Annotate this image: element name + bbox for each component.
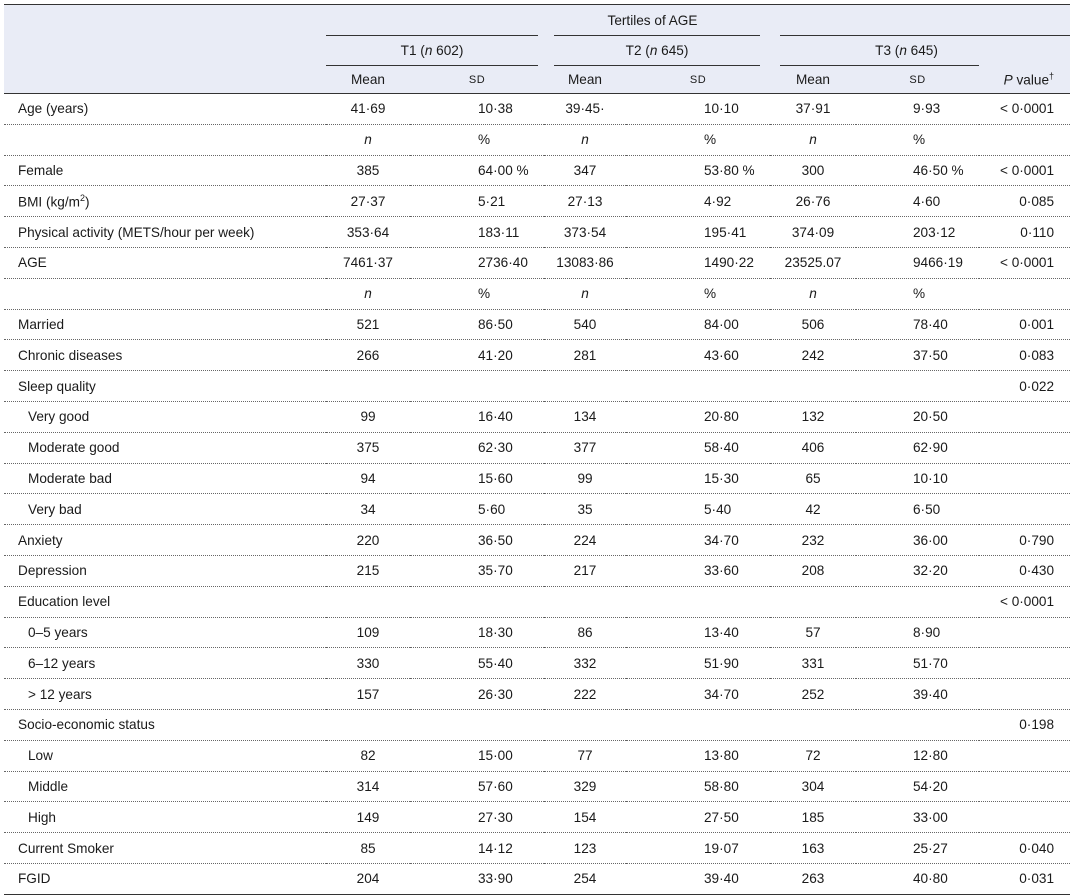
cell-value: 281	[544, 340, 626, 371]
p-value: 0·001	[979, 309, 1070, 340]
cell-spread: %	[856, 124, 979, 155]
p-value	[979, 648, 1070, 679]
cell-spread: 53·80 %	[626, 155, 770, 186]
header-row-stats	[4, 66, 1070, 94]
row-label: 6–12 years	[4, 648, 326, 679]
p-value	[979, 617, 1070, 648]
group-title-cell	[326, 5, 1070, 36]
cell-value: 232	[770, 525, 856, 556]
units-row	[4, 278, 1070, 309]
p-value	[979, 802, 1070, 833]
t3-mean-header: Mean	[770, 66, 856, 94]
cell-value: 406	[770, 432, 856, 463]
cell-spread: 51·70	[856, 648, 979, 679]
table-row	[4, 401, 1070, 432]
cell-value: n	[544, 278, 626, 309]
cell-spread: 10·10	[626, 94, 770, 125]
cell-spread: 4·92	[626, 186, 770, 217]
p-value: < 0·0001	[979, 155, 1070, 186]
p-value: 0·083	[979, 340, 1070, 371]
cell-value: 109	[326, 617, 410, 648]
cell-value: n	[326, 124, 410, 155]
table-row	[4, 555, 1070, 586]
row-label	[4, 278, 326, 309]
cell-value: 27·13	[544, 186, 626, 217]
row-label: Married	[4, 309, 326, 340]
cell-spread: 41·20	[410, 340, 544, 371]
p-value	[979, 401, 1070, 432]
header-empty-cell	[4, 5, 326, 36]
cell-value: 332	[544, 648, 626, 679]
cell-spread: 51·90	[626, 648, 770, 679]
header-row-tertiles	[4, 36, 1070, 67]
cell-spread: 25·27	[856, 833, 979, 864]
table-row	[4, 617, 1070, 648]
header-row-group	[4, 5, 1070, 36]
p-value	[979, 463, 1070, 494]
cell-value: 377	[544, 432, 626, 463]
row-label: FGID	[4, 863, 326, 894]
cell-value: 34	[326, 494, 410, 525]
table-wrapper	[4, 4, 1070, 895]
cell-value	[544, 371, 626, 402]
table-row	[4, 309, 1070, 340]
t2-sd-header: SD	[626, 66, 770, 94]
cell-value: 506	[770, 309, 856, 340]
data-table	[4, 4, 1070, 895]
cell-spread: 20·50	[856, 401, 979, 432]
p-value	[979, 679, 1070, 710]
cell-spread: 55·40	[410, 648, 544, 679]
cell-value	[326, 709, 410, 740]
cell-value: 373·54	[544, 217, 626, 248]
cell-value: 72	[770, 740, 856, 771]
p-value: 0·040	[979, 833, 1070, 864]
cell-value: n	[770, 124, 856, 155]
cell-spread: 57·60	[410, 771, 544, 802]
units-row	[4, 124, 1070, 155]
table-body	[4, 94, 1070, 895]
cell-spread: 16·40	[410, 401, 544, 432]
header-empty-cell	[4, 66, 326, 94]
t1-sd-header: SD	[410, 66, 544, 94]
cell-value: 77	[544, 740, 626, 771]
cell-spread: 6·50	[856, 494, 979, 525]
tertile-3-header	[770, 36, 979, 67]
cell-spread	[626, 586, 770, 617]
row-label: Socio-economic status	[4, 709, 326, 740]
cell-value: 154	[544, 802, 626, 833]
cell-spread	[410, 586, 544, 617]
cell-spread: 34·70	[626, 679, 770, 710]
row-label: Physical activity (METS/hour per week)	[4, 217, 326, 248]
cell-value: 27·37	[326, 186, 410, 217]
cell-spread: 33·00	[856, 802, 979, 833]
cell-value: 82	[326, 740, 410, 771]
cell-spread: 2736·40	[410, 247, 544, 278]
cell-spread: 84·00	[626, 309, 770, 340]
row-label: 0–5 years	[4, 617, 326, 648]
cell-value: 132	[770, 401, 856, 432]
cell-value: 217	[544, 555, 626, 586]
cell-value: 304	[770, 771, 856, 802]
p-value: 0·430	[979, 555, 1070, 586]
cell-value: 375	[326, 432, 410, 463]
p-value: < 0·0001	[979, 94, 1070, 125]
table-row	[4, 709, 1070, 740]
cell-value: 242	[770, 340, 856, 371]
row-label: Education level	[4, 586, 326, 617]
t3-sd-header: SD	[856, 66, 979, 94]
cell-spread: 12·80	[856, 740, 979, 771]
cell-value: 215	[326, 555, 410, 586]
p-value: 0·790	[979, 525, 1070, 556]
cell-spread: 14·12	[410, 833, 544, 864]
cell-value: 329	[544, 771, 626, 802]
row-label: Very bad	[4, 494, 326, 525]
p-value: < 0·0001	[979, 247, 1070, 278]
cell-spread	[856, 709, 979, 740]
p-value: 0·198	[979, 709, 1070, 740]
cell-value: 263	[770, 863, 856, 894]
t2-mean-header: Mean	[544, 66, 626, 94]
cell-spread	[410, 371, 544, 402]
row-label	[4, 124, 326, 155]
cell-spread: 39·40	[626, 863, 770, 894]
p-value	[979, 740, 1070, 771]
table-row	[4, 432, 1070, 463]
cell-spread: 183·11	[410, 217, 544, 248]
row-label: Current Smoker	[4, 833, 326, 864]
cell-value	[770, 371, 856, 402]
cell-spread: 39·40	[856, 679, 979, 710]
cell-spread: %	[410, 278, 544, 309]
table-row	[4, 186, 1070, 217]
pvalue-header: P value†	[979, 66, 1070, 94]
row-label: Female	[4, 155, 326, 186]
tertile-3-label: T3 (n 645)	[780, 35, 1033, 66]
cell-value: 99	[544, 463, 626, 494]
cell-spread: 37·50	[856, 340, 979, 371]
cell-value: 540	[544, 309, 626, 340]
row-label: BMI $(kg/m^2)$	[4, 186, 326, 217]
table-row	[4, 463, 1070, 494]
cell-spread: 40·80	[856, 863, 979, 894]
row-label: Anxiety	[4, 525, 326, 556]
cell-spread: 19·07	[626, 833, 770, 864]
cell-spread: %	[410, 124, 544, 155]
cell-spread: 5·21	[410, 186, 544, 217]
cell-spread: 33·90	[410, 863, 544, 894]
cell-spread: 34·70	[626, 525, 770, 556]
p-value: < 0·0001	[979, 586, 1070, 617]
cell-spread: 1490·22	[626, 247, 770, 278]
p-value	[979, 771, 1070, 802]
cell-value: 157	[326, 679, 410, 710]
cell-spread: 27·50	[626, 802, 770, 833]
cell-spread: 15·00	[410, 740, 544, 771]
cell-spread: 86·50	[410, 309, 544, 340]
cell-value: 7461·37	[326, 247, 410, 278]
cell-value: 521	[326, 309, 410, 340]
cell-spread: %	[626, 124, 770, 155]
cell-value: 26·76	[770, 186, 856, 217]
cell-spread: 4·60	[856, 186, 979, 217]
row-label: High	[4, 802, 326, 833]
cell-spread: 58·80	[626, 771, 770, 802]
row-label: Moderate bad	[4, 463, 326, 494]
cell-value: 123	[544, 833, 626, 864]
row-label: Very good	[4, 401, 326, 432]
cell-value: 208	[770, 555, 856, 586]
p-value	[979, 278, 1070, 309]
cell-value: 252	[770, 679, 856, 710]
cell-value: 39·45·	[544, 94, 626, 125]
cell-value: 314	[326, 771, 410, 802]
cell-spread: 64·00 %	[410, 155, 544, 186]
cell-value: 374·09	[770, 217, 856, 248]
row-label: Low	[4, 740, 326, 771]
cell-value: 99	[326, 401, 410, 432]
cell-value: 353·64	[326, 217, 410, 248]
cell-value: 13083·86	[544, 247, 626, 278]
cell-spread: 195·41	[626, 217, 770, 248]
cell-value: 220	[326, 525, 410, 556]
cell-spread: 27·30	[410, 802, 544, 833]
cell-spread: 18·30	[410, 617, 544, 648]
cell-value: 300	[770, 155, 856, 186]
table-row	[4, 833, 1070, 864]
p-value	[979, 432, 1070, 463]
cell-spread: 203·12	[856, 217, 979, 248]
table-row	[4, 525, 1070, 556]
cell-spread: 5·40	[626, 494, 770, 525]
row-label: Sleep quality	[4, 371, 326, 402]
cell-value: 149	[326, 802, 410, 833]
cell-spread: 78·40	[856, 309, 979, 340]
cell-spread: 46·50 %	[856, 155, 979, 186]
row-label: > 12 years	[4, 679, 326, 710]
table-row	[4, 217, 1070, 248]
t1-mean-header: Mean	[326, 66, 410, 94]
table-row	[4, 771, 1070, 802]
cell-spread	[626, 709, 770, 740]
cell-spread: 15·30	[626, 463, 770, 494]
cell-spread: 10·10	[856, 463, 979, 494]
cell-value: 347	[544, 155, 626, 186]
table-row	[4, 648, 1070, 679]
table-row	[4, 740, 1070, 771]
p-value	[979, 494, 1070, 525]
table-row	[4, 863, 1070, 894]
cell-spread: 9466·19	[856, 247, 979, 278]
row-label: AGE	[4, 247, 326, 278]
cell-value	[770, 709, 856, 740]
cell-spread: 13·40	[626, 617, 770, 648]
table-row	[4, 494, 1070, 525]
cell-spread	[626, 371, 770, 402]
cell-spread	[410, 709, 544, 740]
header-empty-cell	[979, 36, 1070, 67]
cell-value: 134	[544, 401, 626, 432]
cell-spread: 13·80	[626, 740, 770, 771]
cell-value: 224	[544, 525, 626, 556]
tertile-2-label: T2 (n 645)	[554, 35, 760, 66]
table-row	[4, 340, 1070, 371]
row-label: Middle	[4, 771, 326, 802]
p-value: 0·022	[979, 371, 1070, 402]
cell-value: 57	[770, 617, 856, 648]
cell-spread: 9·93	[856, 94, 979, 125]
cell-spread: %	[626, 278, 770, 309]
cell-spread: 5·60	[410, 494, 544, 525]
table-row	[4, 679, 1070, 710]
cell-value: 41·69	[326, 94, 410, 125]
cell-value: 222	[544, 679, 626, 710]
row-label: Moderate good	[4, 432, 326, 463]
cell-spread: 33·60	[626, 555, 770, 586]
cell-value: 86	[544, 617, 626, 648]
cell-value: 35	[544, 494, 626, 525]
cell-value: 85	[326, 833, 410, 864]
cell-spread	[856, 586, 979, 617]
cell-value: n	[544, 124, 626, 155]
cell-value: 266	[326, 340, 410, 371]
cell-value	[326, 371, 410, 402]
cell-value: 163	[770, 833, 856, 864]
cell-value: 254	[544, 863, 626, 894]
table-row	[4, 586, 1070, 617]
table-row	[4, 802, 1070, 833]
cell-value	[326, 586, 410, 617]
cell-spread: 32·20	[856, 555, 979, 586]
tertile-2-header	[544, 36, 770, 67]
cell-spread: 20·80	[626, 401, 770, 432]
table-row	[4, 371, 1070, 402]
cell-value	[770, 586, 856, 617]
p-value	[979, 124, 1070, 155]
cell-value: 94	[326, 463, 410, 494]
cell-value: 330	[326, 648, 410, 679]
row-label: Depression	[4, 555, 326, 586]
p-value: 0·031	[979, 863, 1070, 894]
header-empty-cell	[4, 36, 326, 67]
table-row	[4, 94, 1070, 125]
cell-spread: 62·90	[856, 432, 979, 463]
cell-spread: 15·60	[410, 463, 544, 494]
cell-spread: 8·90	[856, 617, 979, 648]
table-row	[4, 247, 1070, 278]
cell-value: 185	[770, 802, 856, 833]
p-value: 0·085	[979, 186, 1070, 217]
row-label: Age (years)	[4, 94, 326, 125]
cell-spread: %	[856, 278, 979, 309]
cell-value	[544, 709, 626, 740]
cell-spread: 35·70	[410, 555, 544, 586]
group-title: Tertiles of AGE	[607, 12, 698, 28]
cell-spread: 62·30	[410, 432, 544, 463]
p-value: 0·110	[979, 217, 1070, 248]
cell-value: 331	[770, 648, 856, 679]
cell-value: n	[770, 278, 856, 309]
tertile-1-header	[326, 36, 544, 67]
table-row	[4, 155, 1070, 186]
cell-value: 65	[770, 463, 856, 494]
cell-spread: 26·30	[410, 679, 544, 710]
cell-value	[544, 586, 626, 617]
table-header	[4, 5, 1070, 94]
cell-spread: 54·20	[856, 771, 979, 802]
cell-spread: 10·38	[410, 94, 544, 125]
cell-spread: 36·50	[410, 525, 544, 556]
cell-spread: 58·40	[626, 432, 770, 463]
row-label: Chronic diseases	[4, 340, 326, 371]
cell-value: 204	[326, 863, 410, 894]
cell-spread: 36·00	[856, 525, 979, 556]
cell-value: n	[326, 278, 410, 309]
cell-value: 23525.07	[770, 247, 856, 278]
cell-spread	[856, 371, 979, 402]
cell-value: 42	[770, 494, 856, 525]
cell-value: 37·91	[770, 94, 856, 125]
cell-spread: 43·60	[626, 340, 770, 371]
cell-value: 385	[326, 155, 410, 186]
tertile-1-label: T1 (n 602)	[326, 35, 538, 66]
